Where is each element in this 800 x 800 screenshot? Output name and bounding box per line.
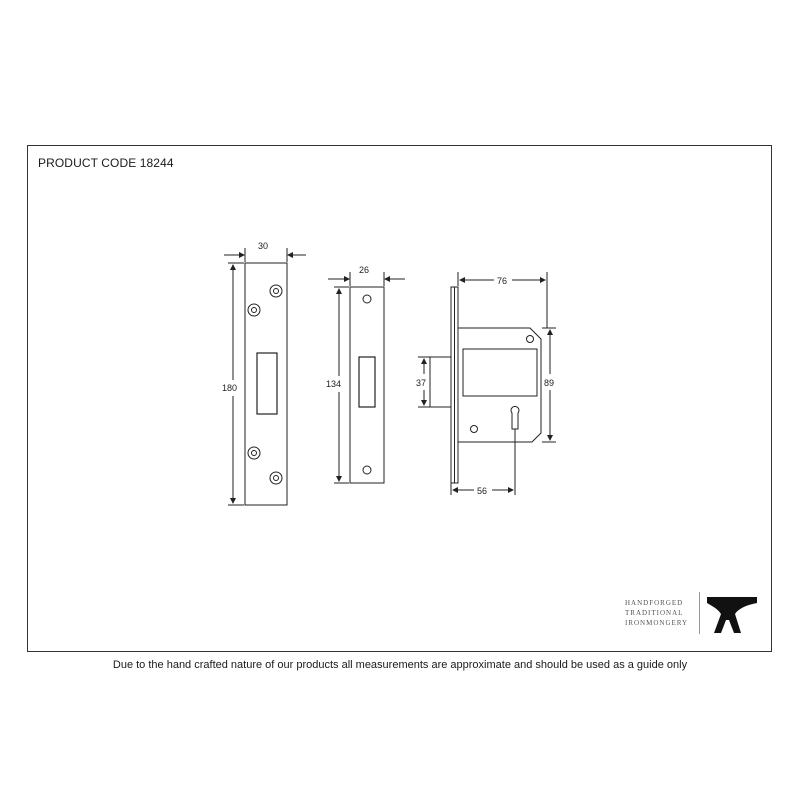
anvil-logo <box>707 597 757 633</box>
forend-plate <box>245 263 287 505</box>
brand-line-2: TRADITIONAL <box>625 609 684 617</box>
lock-body <box>430 287 541 483</box>
bolt-height-label: 37 <box>416 378 427 388</box>
strike-plate <box>350 287 384 483</box>
case-width-label: 76 <box>497 276 508 286</box>
forend-height-label: 180 <box>222 383 238 393</box>
backset-label: 56 <box>477 486 488 496</box>
strike-width-label: 26 <box>359 265 370 275</box>
brand-line-3: IRONMONGERY <box>625 619 689 627</box>
forend-width-label: 30 <box>258 241 269 251</box>
strike-height-label: 134 <box>326 379 342 389</box>
brand-line-1: HANDFORGED <box>625 599 684 607</box>
case-height-label: 89 <box>544 378 555 388</box>
brand-divider <box>699 592 700 634</box>
brand-wordmark <box>625 598 695 628</box>
product-code: PRODUCT CODE 18244 <box>38 156 174 170</box>
disclaimer-text: Due to the hand crafted nature of our products all measurements are approximate and should be used as a guide only <box>112 659 688 671</box>
